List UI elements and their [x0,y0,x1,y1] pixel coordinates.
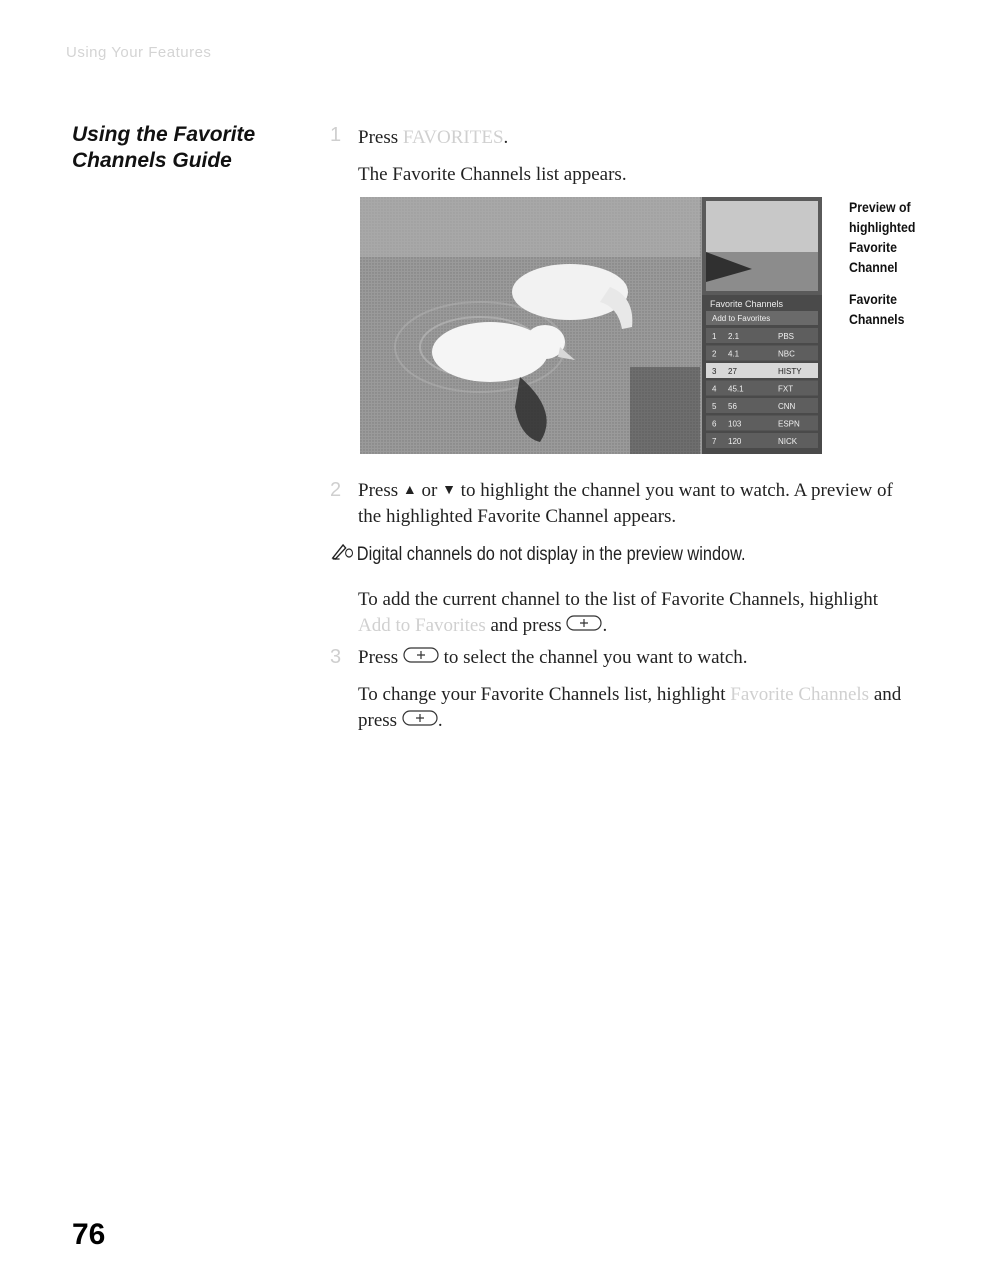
press-word: Press [358,647,399,668]
note-text: Digital channels do not display in the preview window. [356,544,746,565]
period: . [503,127,509,148]
step-2-line2: the highlighted Favorite Channel appears. [358,506,677,527]
enter-button-icon [402,709,438,735]
channel-index: 2 [712,349,717,359]
channel-row [706,398,818,413]
add-favorites-text [358,587,878,640]
channel-name: HISTY [778,367,802,376]
callout-preview-line: Channel [849,259,898,275]
channel-row [706,433,818,448]
step-3-rest: to select the channel you want to watch. [443,647,748,668]
callout-list-line: Channels [849,311,905,327]
channel-number: 2.1 [728,332,740,341]
add-to-favorites-text: Add to Favorites [712,314,771,323]
period: . [602,615,608,636]
channel-row [706,381,818,396]
channel-name: FXT [778,384,794,394]
or-word: or [421,480,438,501]
step-1-result: The Favorite Channels list appears. [358,164,627,185]
channel-list [706,328,818,448]
change-line1: To change your Favorite Channels list, highlight [358,684,726,705]
page-number: 76 [72,1218,106,1251]
step-2-line1-rest: to highlight the channel you want to watch. A preview of [460,480,893,501]
note-pencil-icon [331,542,353,566]
step-number-1: 1 [330,124,342,146]
section-title-line2: Channels Guide [72,149,232,172]
channel-number: 4.1 [728,349,740,359]
period: . [437,710,443,731]
channel-number: 27 [728,367,737,376]
channel-number: 103 [728,419,742,429]
and-word: and [873,684,902,705]
add-to-favorites-label: Add to Favorites [358,615,486,636]
channel-row [706,328,818,343]
section-title-line1: Using the Favorite [72,123,256,146]
step-number-2: 2 [330,479,342,501]
step-2-text [358,478,893,530]
menu-shadow [630,367,700,454]
enter-button-icon [566,614,602,640]
channel-index: 6 [712,419,717,429]
channel-name: CNN [778,402,796,411]
add-line2: and press [490,615,562,636]
press-word: press [358,710,398,731]
menu-title: Favorite Channels [710,299,784,309]
note [331,542,746,566]
channel-name: ESPN [778,419,800,429]
callout-preview-line: Preview of [849,199,911,215]
down-arrow-icon: ▼ [442,483,456,498]
channel-name: NICK [778,437,798,446]
section-title [72,122,302,174]
channel-number: 120 [728,437,742,446]
channel-index: 4 [712,384,717,394]
callout-preview-line: highlighted [849,219,916,235]
channel-name: NBC [778,349,795,359]
channel-name: PBS [778,332,795,341]
channel-row [706,416,818,431]
tv-screen-image [360,197,822,454]
channel-index: 5 [712,402,717,411]
press-word: Press [358,127,399,148]
step-3-text [358,645,748,672]
favorite-channels-label: Favorite Channels [730,684,870,705]
step-number-3: 3 [330,646,342,668]
enter-button-icon [403,646,439,672]
callout-list [849,289,904,329]
channel-index: 1 [712,332,717,341]
callout-preview-line: Favorite [849,239,897,255]
step-1-text [358,125,508,151]
tv-screenshot [360,197,822,454]
channel-index: 7 [712,437,717,446]
press-word: Press [358,480,399,501]
channel-number: 45.1 [728,384,744,394]
favorites-button-label: FAVORITES [402,127,504,148]
callout-list-line: Favorite [849,291,897,307]
channel-row [706,346,818,361]
change-favorites-text [358,682,901,735]
callout-preview [849,197,915,277]
up-arrow-icon: ▲ [402,483,417,498]
water-reflection [360,197,700,257]
add-line1: To add the current channel to the list of Favorite Channels, highlight [358,589,878,610]
channel-number: 56 [728,402,737,411]
channel-index: 3 [712,367,717,376]
running-header: Using Your Features [66,44,212,61]
